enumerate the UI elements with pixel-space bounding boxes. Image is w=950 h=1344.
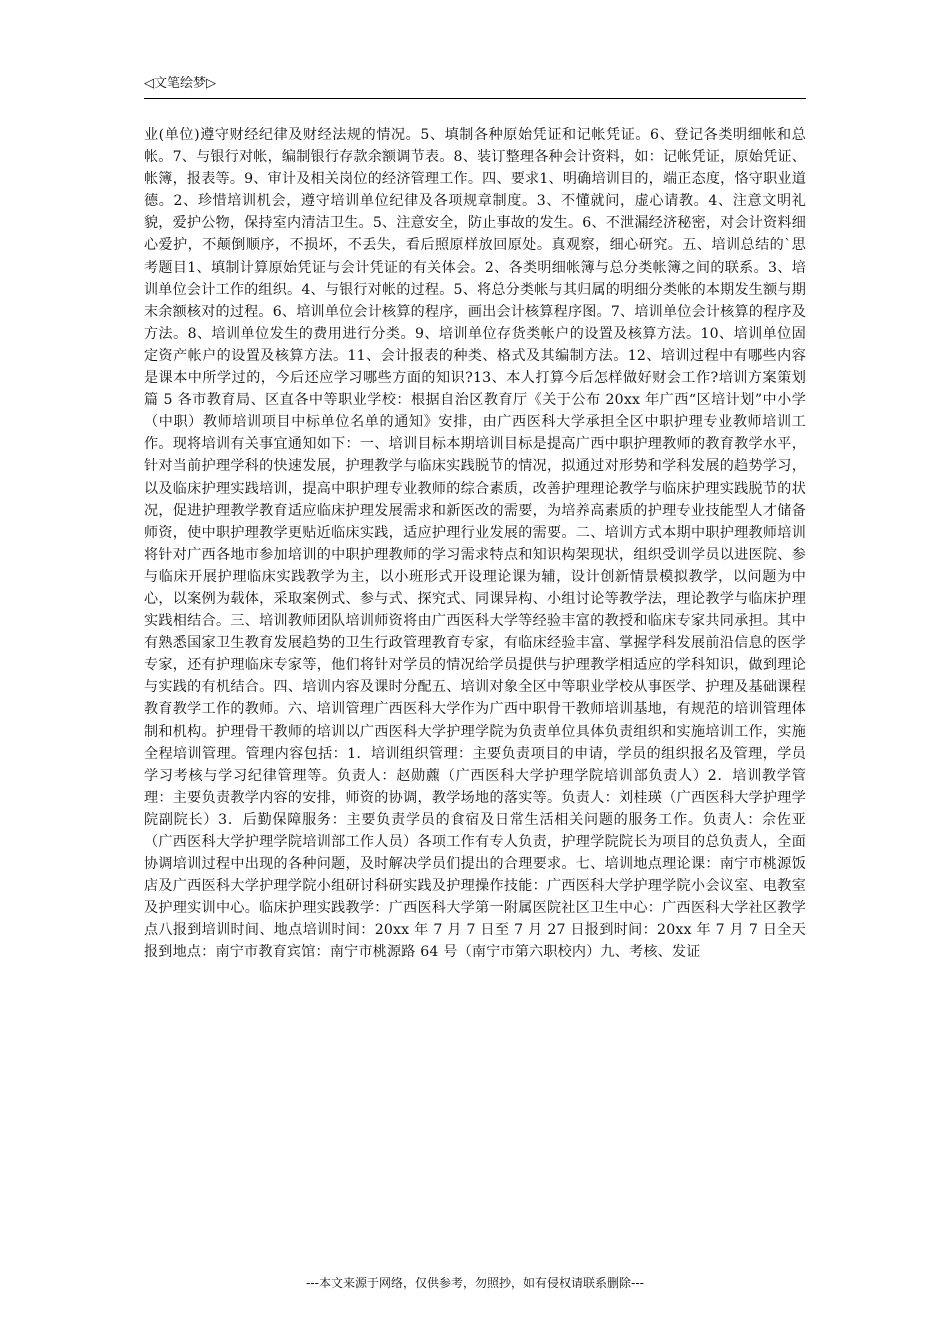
document-body (144, 124, 806, 1254)
page-header (144, 74, 806, 99)
page-footer-notice: ---本文来源于网络，仅供参考，勿照抄，如有侵权请联系删除--- (306, 1276, 644, 1290)
body-paragraph: 业(单位)遵守财经纪律及财经法规的情况。5、填制各种原始凭证和记帐凭证。6、登记各类明细帐和总帐。7、与银行对帐，编制银行存款余额调节表。8、装订整理各种会计资料，如：记帐凭证，原始凭证、帐簿，报表等。9、审计及相关岗位的经济管理工作。四、要求1、明确培训目的，端正态度，恪守职业道德。2、珍惜培训机会，遵守培训单位纪律及各项规章制度。3、不懂就问，虚心请教。4、注意文明礼貌，爱护公物，保持室内清洁卫生。5、注意安全，防止事故的发生。6、不泄漏经济秘密，对会计资料细心爱护，不颠倒顺序，不损坏，不丢失，看后照原样放回原处。真观察，细心研究。五、培训总结的`思考题目1、填制计算原始凭证与会计凭证的有关体会。2、各类明细帐簿与总分类帐簿之间的联系。3、培训单位会计工作的组织。4、与银行对帐的过程。5、将总分类帐与其归属的明细分类帐的本期发生额与期末余额核对的过程。6、培训单位会计核算的程序，画出会计核算程序图。7、培训单位会计核算的程序及方法。8、培训单位发生的费用进行分类。9、培训单位存货类帐户的设置及核算方法。10、培训单位固定资产帐户的设置及核算方法。11、会计报表的种类、格式及其编制方法。12、培训过程中有哪些内容是课本中所学过的，今后还应学习哪些方面的知识?13、本人打算今后怎样做好财会工作?培训方案策划篇 5 各市教育局、区直各中等职业学校：根据自治区教育厅《关于公布 20xx 年广西“区培计划”中小学（中职）教师培训项目中标单位名单的通知》安排，由广西医科大学承担全区中职护理专业教师培训工作。现将培训有关事宜通知如下：一、培训目标本期培训目标是提高广西中职护理教师的教育教学水平，针对当前护理学科的快速发展，护理教学与临床实践脱节的情况，拟通过对形势和学科发展的趋势学习，以及临床护理实践培训，提高中职护理专业教师的综合素质，改善护理理论教学与临床护理实践脱节的状况，促进护理教学教育适应临床护理发展需求和新医改的需要，为培养高素质的护理专业技能型人才储备师资，使中职护理教学更贴近临床实践，适应护理行业发展的需要。二、培训方式本期中职护理教师培训将针对广西各地市参加培训的中职护理教师的学习需求特点和知识构架现状，组织受训学员以进医院、参与临床开展护理临床实践教学为主，以小班形式开设理论课为辅，设计创新情景模拟教学，以问题为中心，以案例为载体，采取案例式、参与式、探究式、同课异构、小组讨论等教学法，理论教学与临床护理实践相结合。三、培训教师团队培训师资将由广西医科大学等经验丰富的教授和临床专家共同承担。其中有熟悉国家卫生教育发展趋势的卫生行政管理教育专家，有临床经验丰富、掌握学科发展前沿信息的医学专家，还有护理临床专家等，他们将针对学员的情况给学员提供与护理教学相适应的学科知识，做到理论与实践的有机结合。四、培训内容及课时分配五、培训对象全区中等职业学校从事医学、护理及基础课程教育教学工作的教师。六、培训管理广西医科大学作为广西中职骨干教师培训基地，有规范的培训管理体制和机构。护理骨干教师的培训以广西医科大学护理学院为负责单位具体负责组织和实施培训工作，实施全程培训管理。管理内容包括：1．培训组织管理：主要负责项目的申请，学员的组织报名及管理，学员学习考核与学习纪律管理等。负责人：赵勋藨（广西医科大学护理学院培训部负责人）2．培训教学管理：主要负责教学内容的安排，师资的协调，教学场地的落实等。负责人：刘桂瑛（广西医科大学护理学院副院长）3．后勤保障服务：主要负责学员的食宿及日常生活相关问题的服务工作。负责人：佘佐亚（广西医科大学护理学院培训部工作人员）各项工作有专人负责，护理学院院长为项目的总负责人，全面协调培训过程中出现的各种问题，及时解决学员们提出的合理要求。七、培训地点理论课：南宁市桃源饭店及广西医科大学护理学院小组研讨科研实践及护理操作技能：广西医科大学护理学院小会议室、电教室及护理实训中心。临床护理实践教学：广西医科大学第一附属医院社区卫生中心：广西医科大学社区教学点八报到培训时间、地点培训时间：20xx 年 7 月 7 日至 7 月 27 日报到时间：20xx 年 7 月 7 日全天报到地点：南宁市教育宾馆：南宁市桃源路 64 号（南宁市第六职校内）九、考核、发证 (144, 127, 806, 961)
header-brand: ◁文笔绘梦▷ (144, 76, 216, 91)
